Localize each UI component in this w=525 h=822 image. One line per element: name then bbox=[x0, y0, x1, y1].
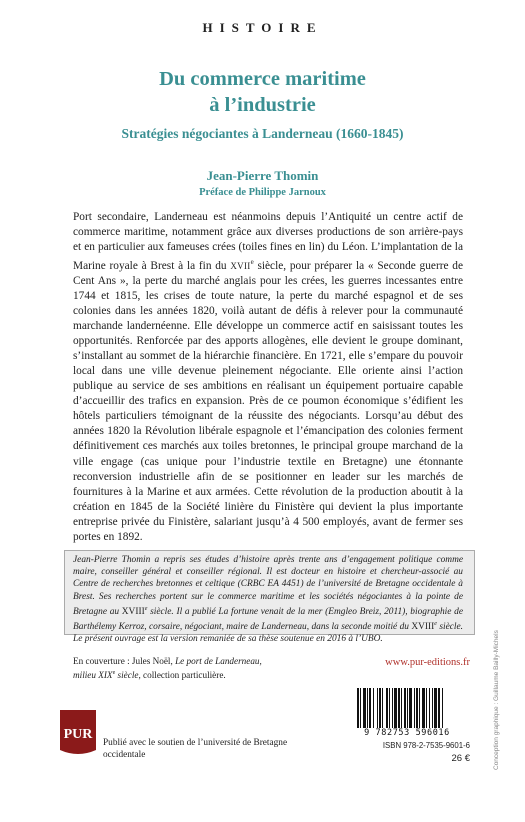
barcode-bar bbox=[360, 688, 361, 728]
cover-credit bbox=[73, 655, 303, 681]
pur-logo-text: PUR bbox=[63, 727, 93, 742]
bio-part3: siècle. Le présent ouvrage est la version remaniée de sa thèse soutenue en 2016 à l’UBO. bbox=[73, 622, 463, 645]
barcode bbox=[357, 688, 470, 728]
bio-century-18b: XVIII bbox=[411, 622, 435, 633]
barcode-bar bbox=[401, 688, 402, 728]
barcode-bar bbox=[419, 688, 420, 728]
bio-century-18a-sup: e bbox=[144, 605, 148, 612]
bio-part1: Jean-Pierre Thomin a repris ses études d’histoire après trente ans d’engagement politique comme maire, conseiller général et conseiller régional. Il est docteur en histoire et chercheur-associé au Centre de recherches bretonnes et celtique (CRBC EA 4451) de l’université de Bretagne occidentale à Brest. Ses recherches portent sur le commerce maritime et les sociétés négociantes à la pointe de Bretagne au bbox=[73, 555, 463, 617]
cover-work-title: Le port de Landerneau, bbox=[175, 656, 262, 666]
barcode-bar bbox=[389, 688, 390, 728]
publisher-website[interactable]: www.pur-editions.fr bbox=[385, 657, 470, 668]
blurb-part1: Port secondaire, Landerneau est néanmoins depuis l’Antiquité un centre actif de commerce maritime, notamment grâce aux diverses productions de son arrière-pays et en particulier aux fameuses crées (toiles fines en lin) du Léon. L’implantation de la Marine royale à Brest à la fin du bbox=[73, 211, 463, 272]
barcode-bar bbox=[394, 688, 397, 728]
pur-logo bbox=[60, 710, 96, 756]
barcode-bar bbox=[373, 688, 374, 728]
isbn: ISBN 978-2-7535-9601-6 bbox=[382, 741, 470, 750]
preface-credit: Préface de Philippe Jarnoux bbox=[199, 187, 326, 198]
barcode-bar bbox=[442, 688, 443, 728]
barcode-bar bbox=[386, 688, 388, 728]
price: 26 € bbox=[451, 753, 470, 764]
barcode-bar bbox=[434, 688, 437, 728]
barcode-bar bbox=[363, 688, 366, 728]
book-blurb bbox=[73, 210, 463, 545]
cover-date-pre: milieu bbox=[73, 670, 99, 681]
barcode-bar bbox=[422, 688, 425, 728]
blurb-century-17: XVII bbox=[230, 260, 251, 271]
design-credit: Conception graphique : Guillaume Bailly-Michels bbox=[493, 630, 500, 770]
cover-credit-suffix: , collection particulière. bbox=[138, 670, 226, 681]
barcode-bar bbox=[379, 688, 381, 728]
barcode-number: 9 782753 596016 bbox=[364, 728, 450, 738]
barcode-bar bbox=[414, 688, 415, 728]
series-label: HISTOIRE bbox=[202, 20, 323, 35]
barcode-bar bbox=[407, 688, 408, 728]
barcode-bar bbox=[382, 688, 383, 728]
barcode-bar bbox=[404, 688, 406, 728]
book-title-line2: à l’industrie bbox=[209, 94, 316, 116]
cover-date-post: siècle bbox=[115, 670, 139, 681]
cover-credit-prefix: En couverture : Jules Noël, bbox=[73, 656, 176, 666]
barcode-bar bbox=[398, 688, 400, 728]
bio-century-18b-sup: e bbox=[434, 621, 437, 628]
barcode-bar bbox=[392, 688, 393, 728]
barcode-bar bbox=[367, 688, 368, 728]
cover-century: XIX bbox=[98, 670, 113, 681]
blurb-century-17-sup: e bbox=[250, 258, 254, 267]
bio-century-18a: XVIII bbox=[121, 606, 145, 617]
author-bio bbox=[73, 554, 463, 646]
book-title-line1: Du commerce maritime bbox=[159, 68, 366, 90]
barcode-bar bbox=[357, 688, 359, 728]
bio-part2: siècle. Il a publié La fortune venait de la mer (Emgleo Breiz, 2011), biographie de Barthélemy Kerroz, corsaire, négociant, maire de Landerneau, dans la seconde moitié du bbox=[73, 606, 463, 633]
book-subtitle: Stratégies négociantes à Landerneau (1660-1845) bbox=[121, 126, 404, 141]
author-name: Jean-Pierre Thomin bbox=[206, 168, 319, 183]
barcode-bar bbox=[432, 688, 433, 728]
barcode-bar bbox=[369, 688, 371, 728]
barcode-bar bbox=[416, 688, 418, 728]
barcode-bar bbox=[438, 688, 440, 728]
cover-century-sup: e bbox=[112, 670, 116, 676]
barcode-bar bbox=[426, 688, 427, 728]
blurb-part2: siècle, pour préparer la « Seconde guerre de Cent Ans », la perte du marché anglais pour les crées, les guerres incessantes entre 1744 et 1815, les crises de toute nature, la perte du marché espagnol et de ses colonies dans les années 1820, voilà autant de défis à relever pour la communauté marchande landernéenne. Elle développe un commerce actif en saisissant toutes les opportunités. Renforcée par des apports allogènes, elle devient le groupe dominant, s’installant au sommet de la hiérarchie financière. En 1721, elle s’empare du pouvoir local dans une ville devenue pleinement négociante. Elle oriente ainsi l’action publique au service de ses ambitions en réalisant un équipement portuaire capable d’accueillir des trafics en expansion. Près de ce poumon économique s’édifient les hôtels particuliers témoignant de la réussite des négociants. Lorsqu’au début des années 1820 la Révolution libérale espagnole et l’émancipation des colonies ferment définitivement ces marchés aux toiles bretonnes, le principal groupe marchand de la ville engage (cas unique pour l’industrie textile en Bretagne) une étonnante reconversion industrielle afin de se positionner en leader sur les marchés de fournitures à la Marine et aux armées. Cette révolution de la production aboutit à la création en 1845 de la Société linière du Finistère qui devient la plus importante entreprise privée du Finistère, salariant jusqu’à 4 500 employés, avant de fermer ses portes en 1892. bbox=[73, 259, 464, 543]
barcode-bar bbox=[409, 688, 412, 728]
support-statement: Publié avec le soutien de l’université de Bretagne occidentale bbox=[103, 738, 288, 760]
barcode-bar bbox=[429, 688, 430, 728]
barcode-bar bbox=[377, 688, 378, 728]
